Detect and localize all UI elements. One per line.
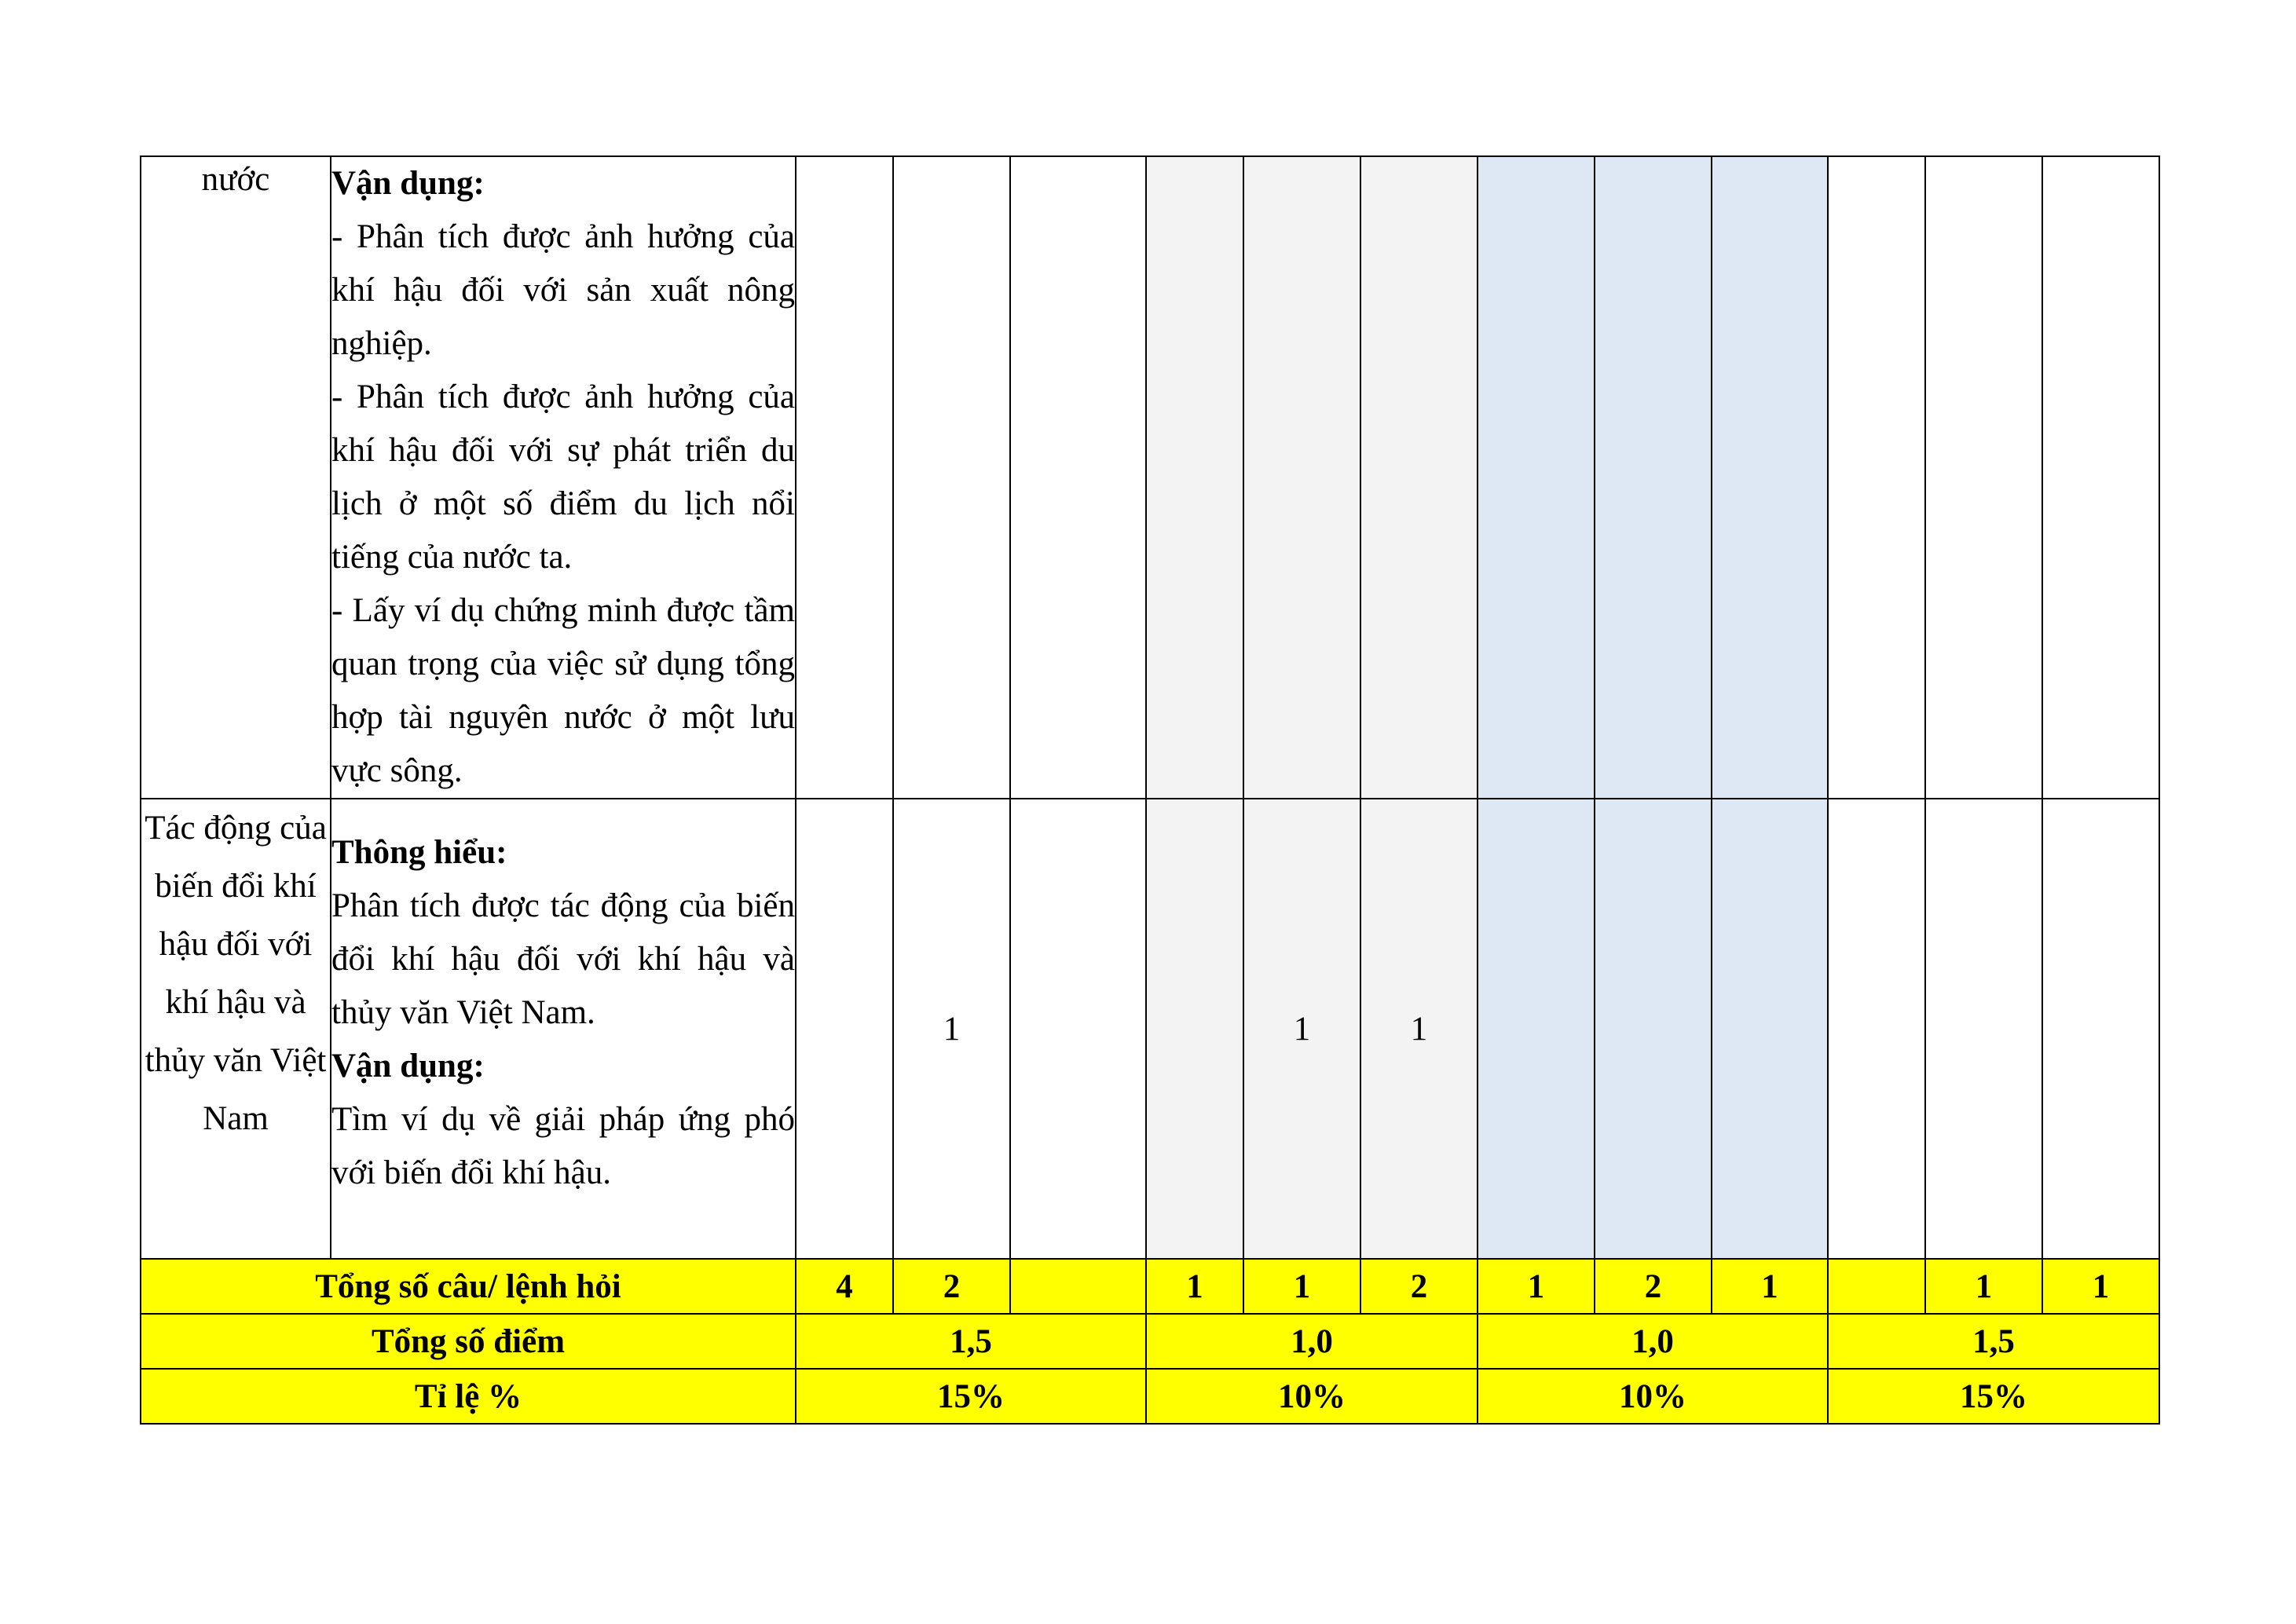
level-label: Vận dụng: [331,1048,485,1084]
count-cell [1828,156,1925,799]
description-line: Tìm ví dụ về giải pháp ứng phó với biến đổi khí hậu. [331,1101,795,1191]
count-cell [1712,799,1828,1259]
percent-cell: 15% [1828,1369,2159,1424]
total-count-cell: 1 [1925,1259,2042,1314]
count-cell [1595,156,1712,799]
total-questions-row [141,1259,2159,1314]
level-label: Vận dụng: [331,165,485,202]
description-line: - Phân tích được ảnh hưởng của khí hậu đối với sản xuất nông nghiệp. [331,218,795,362]
points-cell: 1,5 [796,1314,1146,1369]
total-count-cell: 1 [1478,1259,1595,1314]
count-cell [1243,156,1360,799]
percent-row [141,1369,2159,1424]
percent-cell: 10% [1146,1369,1478,1424]
count-cell [1925,799,2042,1259]
total-count-cell: 1 [1243,1259,1360,1314]
percent-label: Tỉ lệ % [141,1369,796,1424]
total-count-cell: 4 [796,1259,893,1314]
total-count-cell: 2 [1360,1259,1478,1314]
count-cell: 1 [1360,799,1478,1259]
total-points-label: Tổng số điểm [141,1314,796,1369]
total-questions-label: Tổng số câu/ lệnh hỏi [141,1259,796,1314]
count-cell [893,156,1010,799]
count-cell [1146,799,1243,1259]
percent-cell: 10% [1478,1369,1828,1424]
count-cell [1925,156,2042,799]
count-cell [1360,156,1478,799]
description-cell [331,799,796,1259]
topic-cell: nước [141,156,331,799]
level-label: Thông hiểu: [331,834,507,871]
description-line: - Phân tích được ảnh hưởng của khí hậu đối với sự phát triển du lịch ở một số điểm du lịch nổi tiếng của nước ta. [331,379,795,576]
total-points-row [141,1314,2159,1369]
total-count-cell: 1 [1712,1259,1828,1314]
points-cell: 1,5 [1828,1314,2159,1369]
points-cell: 1,0 [1146,1314,1478,1369]
count-cell [1010,156,1146,799]
count-cell [1828,799,1925,1259]
description-line: - Lấy ví dụ chứng minh được tầm quan trọng của việc sử dụng tổng hợp tài nguyên nước ở một lưu vực sông. [331,592,795,789]
topic-cell: Tác động của biến đổi khí hậu đối với khí hậu và thủy văn Việt Nam [141,799,331,1259]
table-row [141,156,2159,799]
percent-cell: 15% [796,1369,1146,1424]
total-count-cell [1010,1259,1146,1314]
total-count-cell: 2 [1595,1259,1712,1314]
specification-table [140,155,2160,1425]
count-cell [2042,156,2159,799]
count-cell [796,156,893,799]
description-cell [331,156,796,799]
total-count-cell [1828,1259,1925,1314]
points-cell: 1,0 [1478,1314,1828,1369]
total-count-cell: 1 [2042,1259,2159,1314]
total-count-cell: 1 [1146,1259,1243,1314]
description-line: Phân tích được tác động của biến đổi khí hậu đối với khí hậu và thủy văn Việt Nam. [331,887,795,1031]
count-cell [2042,799,2159,1259]
total-count-cell: 2 [893,1259,1010,1314]
count-cell: 1 [1243,799,1360,1259]
count-cell [796,799,893,1259]
count-cell [1010,799,1146,1259]
count-cell: 1 [893,799,1010,1259]
count-cell [1146,156,1243,799]
count-cell [1712,156,1828,799]
table-row [141,799,2159,1259]
count-cell [1478,156,1595,799]
count-cell [1478,799,1595,1259]
count-cell [1595,799,1712,1259]
